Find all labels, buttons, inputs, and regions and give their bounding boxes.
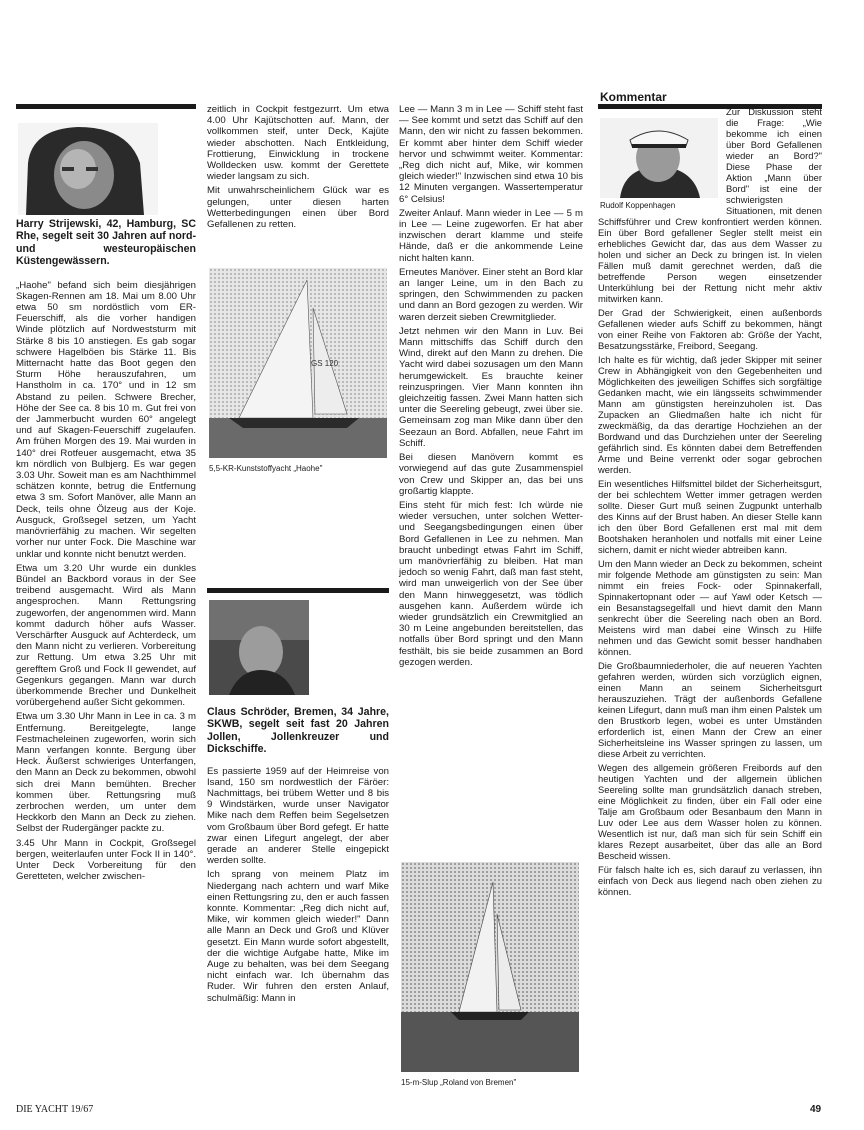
paragraph: „Haohe" befand sich beim diesjährigen Skagen-Rennen am 18. Mai um 8.00 Uhr etwa 50 sm nordöstlich vom ER-Feuerschiff, als die vorher handigen Winde plötzlich auf Nordweststurm mit Stärke 8 bis 10 anstiegen. Es gab sogar schwere Hagelböen bis Stärke 11. Bis Mitternacht hatte das Boot gegen den Sturm Höhe herauszufahren, um Hanstholm in ca. 170° und in 12 sm Abstand zu peilen. Schwere Brecher, Höhe der See ca. 8 bis 10 m. Gut frei von der Jammerbucht wurden 60° angelegt und auf Skagen-Feuerschiff zugelaufen. Am frühen Morgen des 19. Mai wurden in 140° drei Rotfeuer ausgemacht, etwa 35 km nördlich von Bulbjerg. Es war gegen 3.03 Uhr. Soweit man es am Nachthimmel schätzen konnte, betrug die Entfernung etwa 3 sm. Sofort Manöver, alle Mann an Deck, teils ohne Ölzeug aus der Koje. Ausguck, Großsegel setzen, um Yacht manövrierfähig zu machen. Wir segelten vorher nur unter Fock. Die Maschine war unklar und konnte nicht benutzt werden. [16, 279, 196, 560]
paragraph: Bei diesen Manövern kommt es vorwiegend auf das gute Zusammenspiel von Crew und Skipper an, das bei uns großartig klappte. [399, 452, 583, 497]
paragraph: Ich sprang von meinem Platz im Niedergang nach achtern und warf Mike einen Rettungsring zu, den er auch fassen konnte. Kommentar: „Reg dich nicht auf, Mike, wir kommen gleich wieder!" Dann alle Mann an Deck und Groß und Klüver gesetzt. Ein Mann wurde sofort abgestellt, der die wichtige Aufgabe hatte, Mike im Auge zu behalten, was bei dem Seegang nicht einfach war. Ich übernahm das Ruder. Wir fuhren den ersten Anlauf, schulmäßig: Mann in [207, 869, 389, 1004]
article-column-2-lower [207, 706, 389, 1007]
portrait-float-spacer [598, 106, 726, 212]
paragraph: Lee — Mann 3 m in Lee — Schiff steht fast — See kommt und setzt das Schiff auf den Mann, den wir nicht zu fassen bekommen. Er kommt aber hinter dem Schiff wieder hervor und schwimmt weiter. Kommentar: „Reg dich nicht auf, Mike, wir kommen gleich wieder!" Inzwischen sind etwa 10 bis 12 Minuten vergangen. Wassertemperatur 6° Celsius! [399, 104, 583, 205]
photo-caption-roland-von-bremen: 15-m-Slup „Roland von Bremen" [401, 1078, 517, 1087]
page-number: 49 [810, 1104, 822, 1115]
paragraph: Ein wesentliches Hilfsmittel bildet der Sicherheitsgurt, der bei schlechtem Wetter immer getragen werden sollte. Dieser Gurt muß seinen Zugpunkt unterhalb des Kinns auf der Brust haben. An dieser Stelle kann ich den über Bord Gefallenen erst mal mit dem Bootshaken heranholen und notfalls mit einer Leine sichern, damit er nicht wieder abtreiben kann. [598, 478, 822, 555]
paragraph: Die Großbaumniederholer, die auf neueren Yachten gefahren werden, würden sich vorzüglich eignen, einen Mann an seinem Sicherheitsgurt herauszuziehen. Trägt der außenbords Gefallene keinen Lifegurt, dann muß man ihm einen Palstek um den Brustkorb legen, wobei es unter Umständen erforderlich ist, einen Mann der Crew an einer Sicherheitsleine ins Wasser springen zu lassen, um diese Arbeit zu verrichten. [598, 660, 822, 759]
column-section-rule [207, 588, 389, 593]
magazine-footer: DIE YACHT 19/67 [16, 1104, 94, 1115]
kommentar-column [598, 106, 822, 900]
paragraph: Jetzt nehmen wir den Mann in Luv. Bei Mann mittschiffs das Schiff durch den Wind, direkt auf den Mann zu drehen. Die Yacht wird dabei sozusagen um den Mann herumgewickelt. Es brauchte keiner reinzuspringen. Vier Mann konnten ihn gleichzeitig fassen. Zwei Mann hatten sich unter die Seereling gebeugt, zwei über sie. Gemeinsam zog man Mike dann über den Seezaun an Bord. Abfallen, neue Fahrt im Schiff. [399, 325, 583, 449]
paragraph: Wegen des allgemein größeren Freibords auf den heutigen Yachten und der allgemein üblichen Seereling sollte man grundsätzlich danach streben, eine Möglichkeit zu finden, über ein Fall oder eine Talje am Großbaum oder Besanbaum den Mann in Luv oder Lee aus dem Wasser holen zu können. Wesentlich ist nur, daß man sich für sein Schiff ein klares Rezept ausarbeitet, über das alle an Bord Bescheid wissen. [598, 762, 822, 861]
paragraph: Der Grad der Schwierigkeit, einen außenbords Gefallenen wieder aufs Schiff zu bekommen, hängt von einer Reihe von Faktoren ab: Größe der Yacht, Besatzungsstärke, Freibord, Seegang. [598, 307, 822, 351]
paragraph: Mit unwahrscheinlichem Glück war es gelungen, unter diesen harten Wetterbedingungen einen über Bord Gefallenen zu retten. [207, 185, 389, 231]
yacht-photo-haohe [209, 268, 387, 458]
paragraph: Etwa um 3.30 Uhr Mann in Lee in ca. 3 m Entfernung. Bereitgelegte, lange Festmacheleinen zugeworfen, worin sich Mann verfangen konnte. Bergung über Heck. Äußerst schwieriges Unterfangen, den Mann an Deck zu bekommen, obwohl sich drei Mann bemühten. Brecher kommen über. Rettungsring muß zerbrochen werden, um unter dem Heckkorb den Mann an Deck zu ziehen. Selbst der Rudergänger packte zu. [16, 711, 196, 835]
author-caption-strijewski: Harry Strijewski, 42, Hamburg, SC Rhe, segelt seit 30 Jahren auf nord- und westeuropäischen Küstengewässern. [16, 218, 196, 268]
paragraph: Ich halte es für wichtig, daß jeder Skipper mit seiner Crew in Abhängigkeit von den Gegebenheiten und Möglichkeiten des jeweiligen Schiffes sich sorgfältige Gedanken macht, wie ein längsseits schwimmender Mann am günstigsten hereinzuholen ist. Das Zupacken an Gliedmaßen halte ich nicht für zweckmäßig, da das derartige Hochziehen an der Bordwand und das Durchziehen unter der Seereling gefährlich sind. Es könnten dabei dem Betreffenden Arme und Beine verrenkt oder sogar gebrochen werden. [598, 354, 822, 475]
kommentar-intro-paragraph: Zur Diskussion steht die Frage: „Wie bekomme ich einen über Bord Gefallenen wieder an Bord?" Diese Phase der Aktion „Mann über Bord" ist eine der schwierigsten Situationen, mit denen Schiffsführer und Crew konfrontiert werden können. Ein über Bord gefallener Segler stellt meist ein erhebliches Gewicht dar, das aus dem Wasser zu holen und sicher an Deck zu bringen ist. In vielen Fällen muß damit gerechnet werden, daß die betreffende Person wegen einsetzender Unterkühlung bei der Rettung nicht mehr aktiv mitwirken kann. [598, 106, 822, 304]
paragraph: Etwa um 3.20 Uhr wurde ein dunkles Bündel an Backbord voraus in der See treibend ausgemacht. Wird als Mann angesprochen. Mann Rettungsring zugeworfen, der angenommen wird. Mann kommt dadurch höher aufs Wasser. Verschärfter Ausguck auf Achterdeck, um den Mann nicht zu verlieren. Vorbereitung zur Rettung. Um etwa 3.25 Uhr mit gerefftem Groß und Fock II gewendet, auf Gegenkurs gegangen. Mann war durch überkommende Brecher und Dunkelheit vorübergehend außer Sicht gekommen. [16, 562, 196, 709]
author-caption-schroeder: Claus Schröder, Bremen, 34 Jahre, SKWB, segelt seit fast 20 Jahren Jollen, Jollenkreuzer und Dickschiffe. [207, 706, 389, 756]
paragraph: 3.45 Uhr Mann in Cockpit, Großsegel bergen, weiterlaufen unter Fock II in 140°. Unter Deck Vorbereitung für den Geretteten, welcher zwischen- [16, 837, 196, 883]
paragraph: Erneutes Manöver. Einer steht an Bord klar an langer Leine, um in den Bach zu springen, den Schwimmenden zu packen und dann an Bord gezogen zu werden. Wir waren derzeit sieben Crewmitglieder. [399, 266, 583, 323]
portrait-photo-schroeder [209, 600, 309, 695]
kommentar-title: Kommentar [600, 90, 667, 104]
paragraph: Um den Mann wieder an Deck zu bekommen, scheint mir folgende Methode am günstigsten zu sein: Man nimmt ein freies Fock- oder Spinnakerfall, Spinnakertopnant oder — auf Yawl oder Ketsch — ein Besanstagsegelfall und hievt damit den Mann senkrecht über die Seereling nach oben an Bord. Meistens wird man dabei eine Winsch zu Hilfe nehmen und das Gewicht somit besser handhaben können. [598, 558, 822, 657]
article-column-1 [16, 104, 196, 885]
paragraph: Für falsch halte ich es, sich darauf zu verlassen, ihn einfach von Deck aus liegend nach oben ziehen zu können. [598, 864, 822, 897]
yacht-photo-roland-von-bremen [401, 862, 579, 1072]
paragraph: zeitlich in Cockpit festgezurrt. Um etwa 4.00 Uhr Kajütschotten auf. Mann, der vollkommen steif, unter Deck, Kajüte wieder abschotten. Nach Entkleidung, Frottierung, Einwicklung in trockene Wolldecken usw. kommt der Gerettete wieder langsam zu sich. [207, 104, 389, 183]
sail-number: GS 120 [311, 359, 339, 368]
photo-caption-haohe: 5,5-KR-Kunststoffyacht „Haohe" [209, 464, 323, 473]
paragraph: Eins steht für mich fest: Ich würde nie wieder versuchen, unter solchen Wetter- und Seegangsbedingungen einen über Bord Gefallenen in Lee zu nehmen. Man braucht unbedingt etwas Fahrt im Schiff, um manövrierfähig zu bleiben. Hat man jedoch so wenig Fahrt, daß man fast steht, wird man unweigerlich von der See über den Mann hinweggesetzt, was tödlich ausgehen kann. Außerdem würde ich wieder grundsätzlich ein Crewmitglied an 30 m Leine angebunden bereitstellen, das notfalls über Bord springt und den Mann festhält, bis sie beide zusammen an Bord gezogen werden. [399, 499, 583, 668]
article-column-3 [399, 104, 583, 671]
paragraph: Zweiter Anlauf. Mann wieder in Lee — 5 m in Lee — Leine zugeworfen. Er hat aber inzwischen derart klamme und steife Hände, daß er die ankommende Leine nicht halten kann. [399, 207, 583, 264]
photo-caption-koppenhagen: Rudolf Koppenhagen [600, 201, 676, 210]
article-column-2 [207, 104, 389, 233]
paragraph: Es passierte 1959 auf der Heimreise von Isand, 150 sm nordwestlich der Färöer: Nachmittags, bei trübem Wetter und 8 bis 9 Windstärken, wurde unser Navigator Mike nach dem Reffen beim Segelsetzen vom Großbaum über Bord gefegt. Er hatte zwar einen Lifegurt angelegt, der aber gerade an anderer Stelle eingepickt werden sollte. [207, 765, 389, 867]
